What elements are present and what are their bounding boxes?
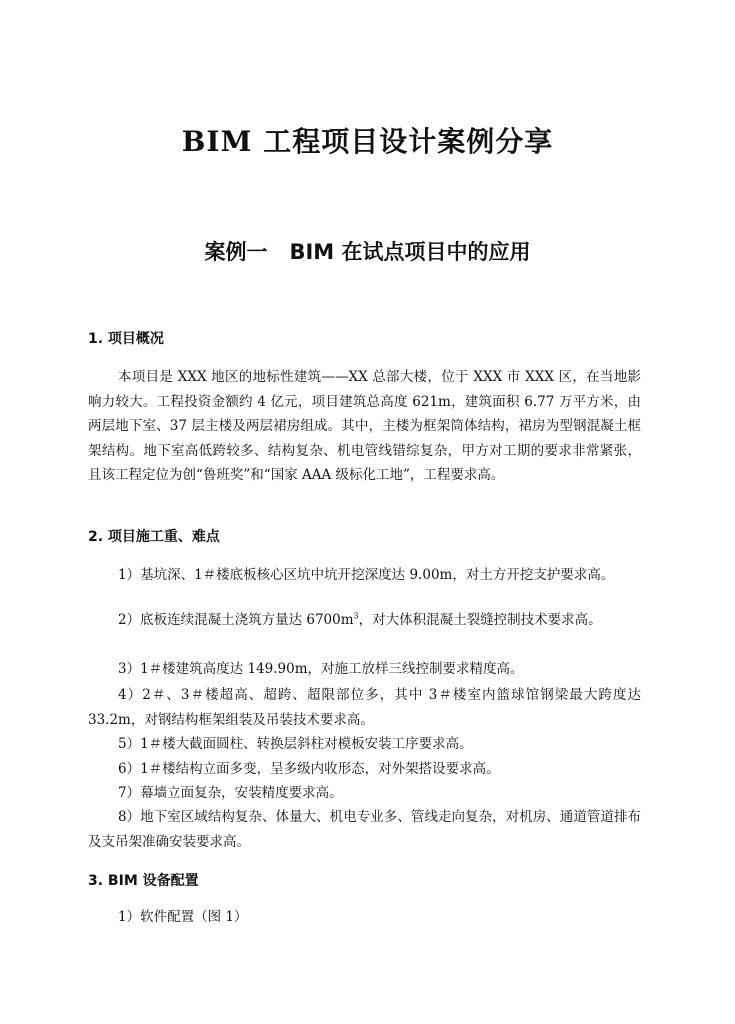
difficulty-item-2: [88, 608, 641, 633]
difficulty-item-8: 8）地下室区域结构复杂、体量大、机电专业多、管线走向复杂，对机房、通道管道排布及支吊架准确安装要求高。: [88, 809, 641, 850]
section-heading-equipment: 3. BIM 设备配置: [88, 873, 199, 889]
section-heading-overview: 1. 项目概况: [88, 331, 164, 347]
equipment-item-1: 1）软件配置（图 1）: [118, 909, 248, 925]
difficulty-item-6: 6）1＃楼结构立面多变，呈多级内收形态，对外架搭设要求高。: [118, 761, 500, 777]
section-heading-difficulties: 2. 项目施工重、难点: [88, 529, 220, 545]
document-title: BIM 工程项目设计案例分享: [181, 125, 554, 158]
difficulty-item-4: 4）2＃、3＃楼超高、超跨、超限部位多，其中 3＃楼室内篮球馆钢梁最大跨度达 33.2m，对钢结构框架组装及吊装技术要求高。: [88, 687, 641, 728]
difficulty-item-2-superscript: 3: [353, 611, 359, 621]
case-title-text: BIM 在试点项目中的应用: [289, 240, 531, 264]
difficulty-item-5: 5）1＃楼大截面圆柱、转换层斜柱对模板安装工序要求高。: [118, 736, 473, 752]
case-label: 案例一: [204, 240, 268, 264]
difficulty-item-2-main: 2）底板连续混凝土浇筑方量达 6700m: [118, 612, 354, 628]
difficulty-item-3: 3）1＃楼建筑高度达 149.90m，对施工放样三线控制要求精度高。: [118, 661, 524, 677]
overview-paragraph: 本项目是 XXX 地区的地标性建筑——XX 总部大楼，位于 XXX 市 XXX 区，在当地影响力较大。工程投资金额约 4 亿元，项目建筑总高度 621m，建筑面积 6.77 万平方米，由两层地下室、37 层主楼及两层裙房组成。其中，主楼为框架筒体结构，裙房为型钢混凝土框架结构。地下室高低跨较多、结构复杂、机电管线错综复杂，甲方对工期的要求非常紧张，且该工程定位为创“鲁班奖”和“国家 AAA 级标化工地”，工程要求高。: [88, 369, 641, 483]
difficulty-item-2-tail: ，对大体积混凝土裂缝控制技术要求高。: [358, 612, 602, 628]
difficulty-item-7: 7）幕墙立面复杂，安装精度要求高。: [118, 785, 343, 801]
case-title: [0, 234, 735, 270]
difficulty-item-1: 1）基坑深、1＃楼底板核心区坑中坑开挖深度达 9.00m，对土方开挖支护要求高。: [118, 567, 615, 583]
